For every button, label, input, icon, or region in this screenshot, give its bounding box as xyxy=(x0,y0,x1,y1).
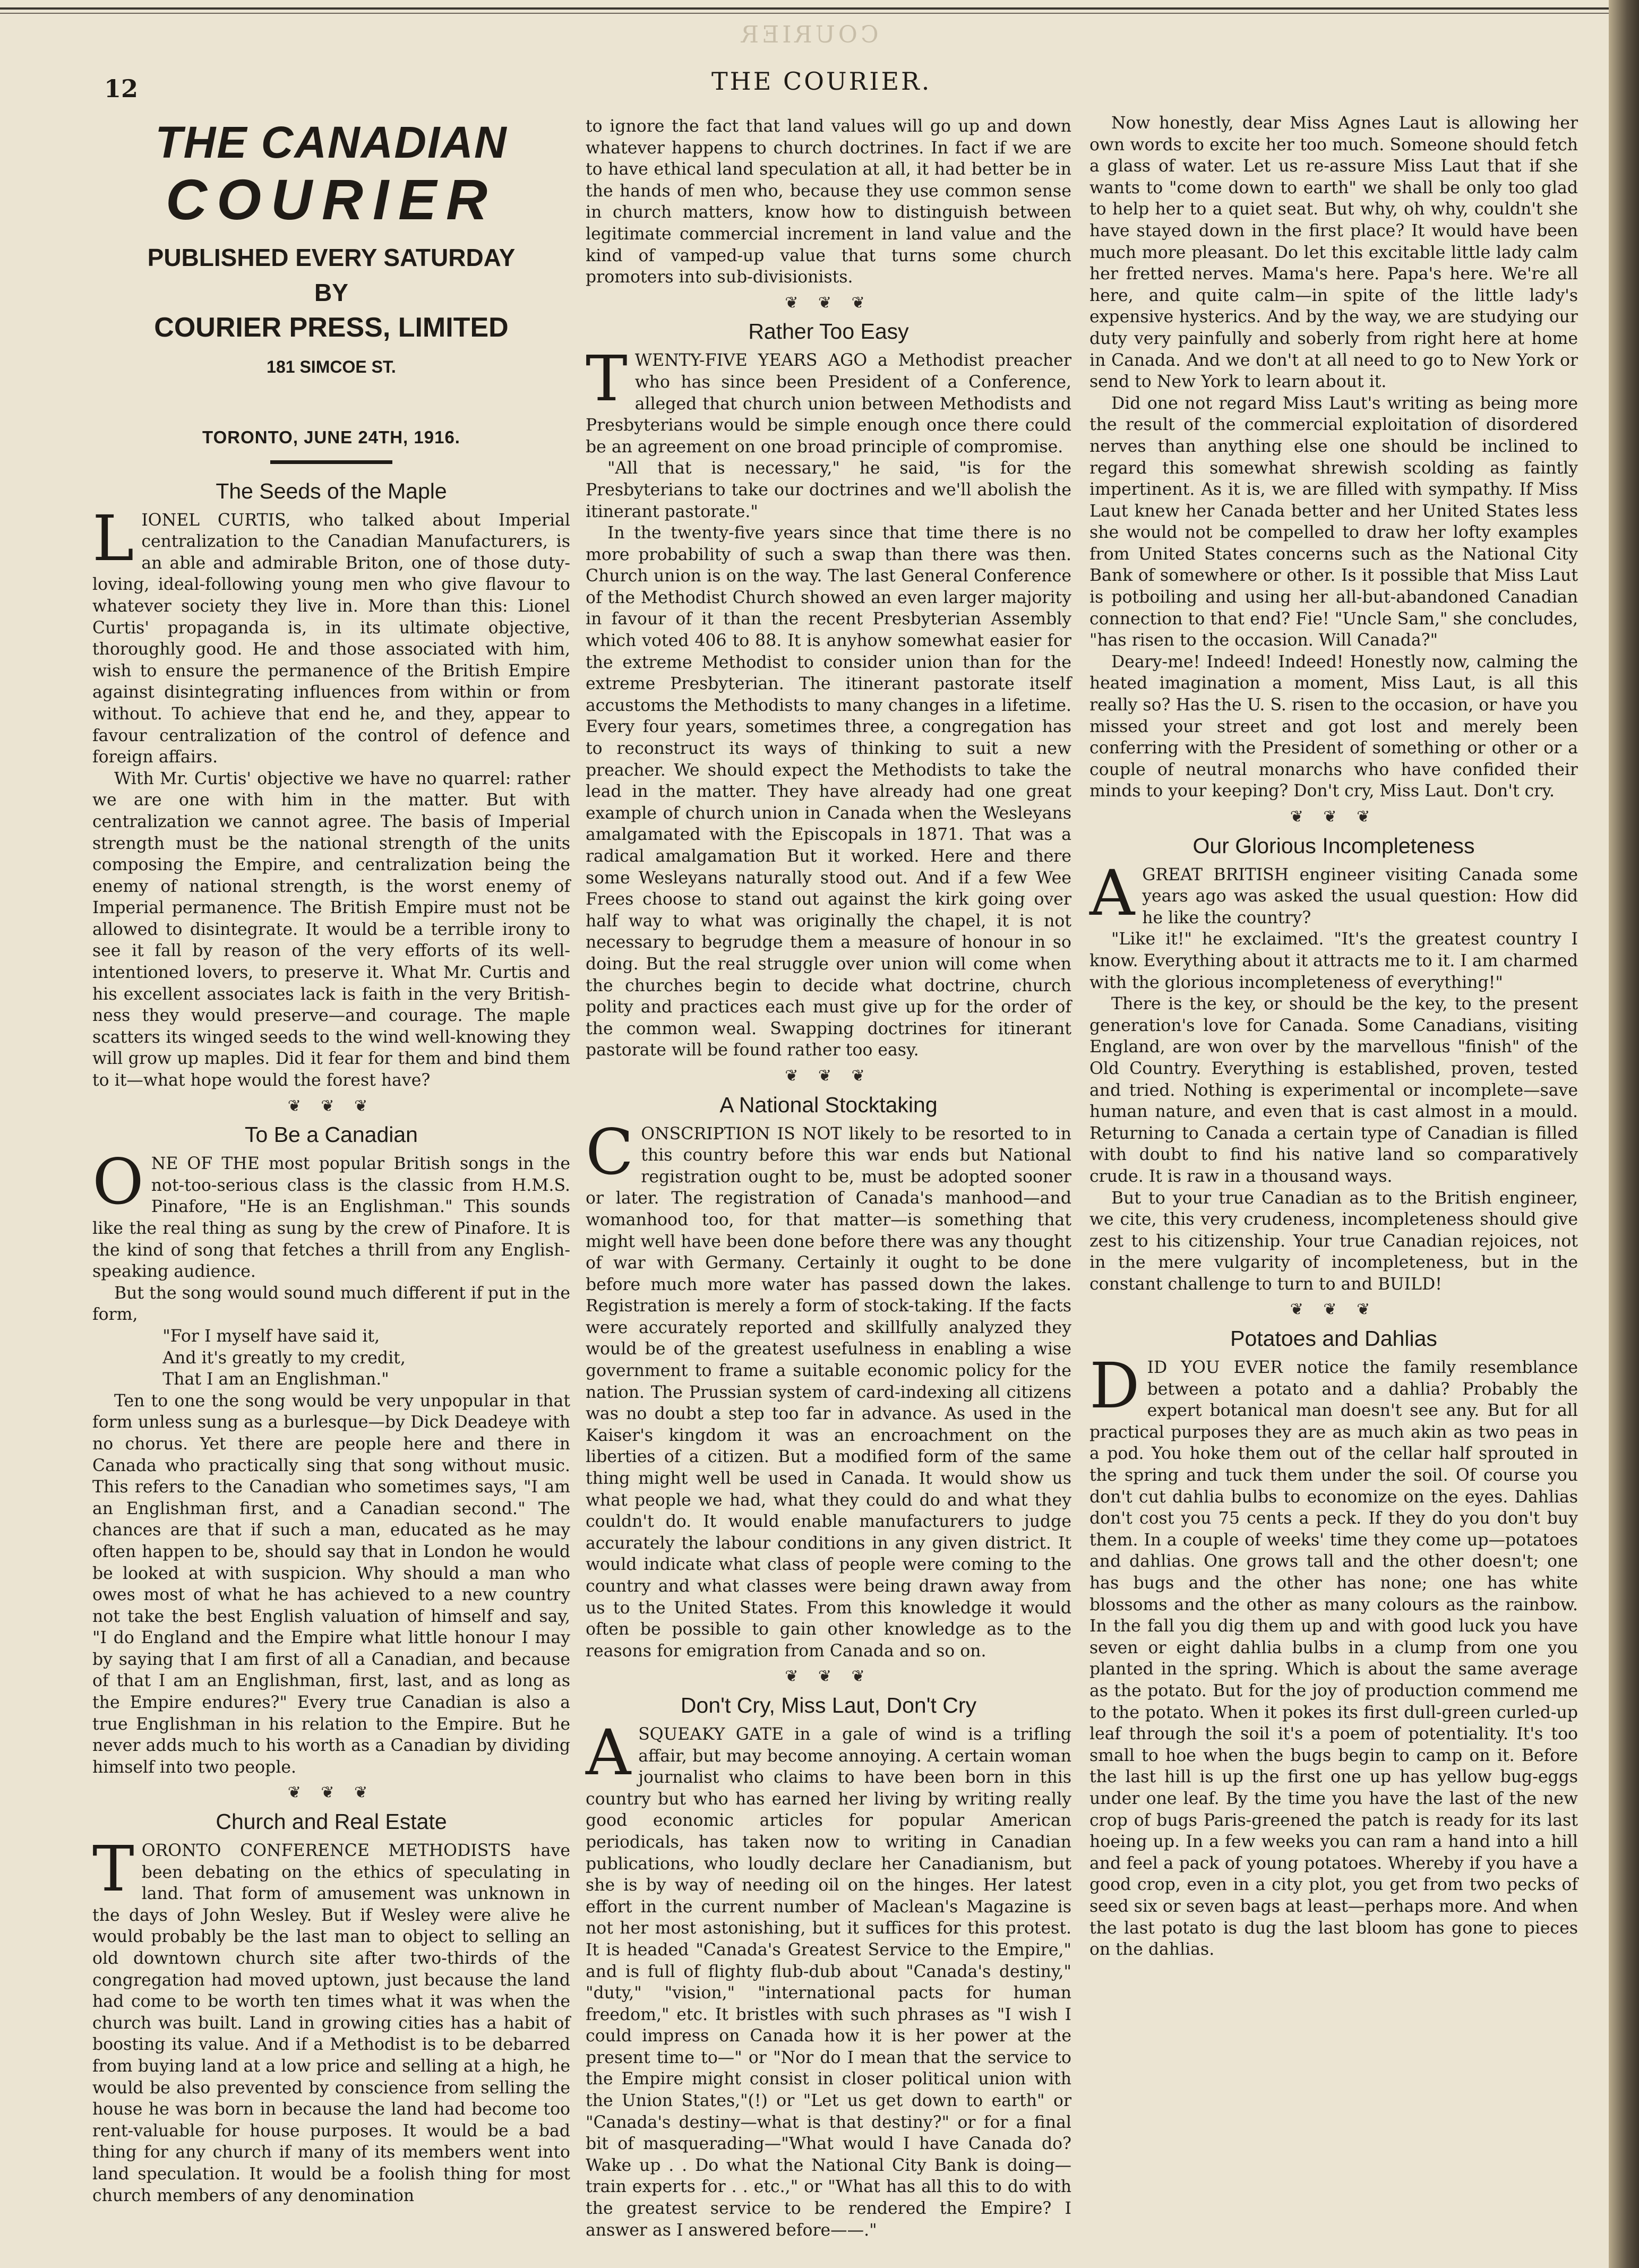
column-3 xyxy=(1089,113,1578,1961)
section-ornament: ❦ ❦ ❦ xyxy=(287,1096,375,1115)
article-paragraph xyxy=(1089,856,1578,930)
top-border-rule-thin xyxy=(0,13,1609,14)
running-head: THE COURIER. xyxy=(711,67,932,96)
paragraph-text: likely to be resorted to in this country before this war ends but National registration ought to be, must be adopted sooner or later. The registration of Canada's manhood—and womanhood too, for that matter—is something that might well have been done before there was any thought of war with Germany. Certainly it ought to be done before much more water has passed down the lakes. Registration is merely a form of stock-taking. If the facts were accurately reported and skillfully analyzed they would be of the greatest usefulness in enabling a wise government to frame a suitable economic policy for the nation. The Prussian system of card-indexing all citizens was no doubt a step too far in advance. As used in the Kaiser's kingdom it was an encroachment on the liberties of a citizen. But a modified form of the same thing might well be used in Canada. It would show us what people we had, what they could do and what they couldn't do. It would enable manufacturers to judge accurately the labour conditions in any given district. It would indicate what class of people were coming to the country and what classes were being drawn away from us to the United States. From this knowledge it would often be possible to gain other knowledge as to the reasons for emigration from Canada and so on. xyxy=(586,1124,1071,1661)
page-number: 12 xyxy=(104,74,139,103)
drop-cap: L xyxy=(92,501,134,575)
section-ornament: ❦ ❦ ❦ xyxy=(785,293,872,312)
lead-in: IONEL CURTIS, xyxy=(141,510,291,530)
section-ornament: ❦ ❦ ❦ xyxy=(287,1783,375,1802)
paragraph-text: a Methodist preacher who has since been President of a Conference, alleged that church union between Methodists and Presbyterians would be simple enough once there could be an agreement on one broad principle of compromise. xyxy=(586,351,1072,457)
lead-in: ONSCRIPTION IS NOT xyxy=(641,1124,842,1144)
paragraph-text: notice the family resemblance between a potato and a dahlia? Probably the expert botanical man doesn't see any. But for all practical purposes they are as much akin as two peas in a pod. You hoke them out of the cellar half sprouted in the spring and tuck them under the soil. Of course you don't cut dahlia bulbs to economize on the eyes. Dahlias don't cost you 75 cents a peck. If they do you don't buy them. In a couple of weeks' time they come up—potatoes and dahlias. One grows tall and the other doesn't; one has bugs and the other has none; one has white blossoms and the other as many colours as the rainbow. In the fall you dig them up and with good luck you have seven or eight dahlia bulbs in a clump from one you planted in the spring. Which is about the same average as the potato. But for the joy of production commend me to the potato. When it pokes its first dull-green curled-up leaf through the soil it's a poem of potentiality. It's too small to hoe when the bugs begin to camp on it. Before the last hill is up the first one up has yellow bug-eggs under one leaf. By the time you have the last of the new crop of bugs Paris-greened the patch is ready for its last hoeing up. In a few weeks you can ram a hand into a hill and feel a pack of young potatoes. Whereby if you have a good crop, even in a city plot, you get from two pecks of seed six or seven bags at least—perhaps more. And when the last potato is dug the last bloom has gone to pieces on the dahlias. xyxy=(1089,1358,1578,1960)
paragraph-text: have been debating on the ethics of speculating in land. That form of amusement was unknown in the days of John Wesley. But if Wesley were alive he would probably be the last man to object to selling an old downtown church site after two-thirds of the congregation had moved uptown, just because the land had come to be worth ten times what it was when the church was built. Land in growing cities has a habit of boosting its value. And if a Methodist is to be debarred from buying land at a low price and selling at a high, he would be also prevented by conscience from selling the house he was born in because the land had become too rent-valuable for house purposes. It would be a bad thing for any church if many of its members went into land speculation. It would be a foolish thing for most church members of any denomination xyxy=(92,1841,570,2205)
article-paragraph: In the twenty-five years since that time there is no more probability of such a swap than there was then. Church union is on the way. The last General Conference of the Methodist Church showed an even larger majority in favour of it than the recent Presbyterian Assembly which voted 406 to 88. It is anyhow somewhat easier for the extreme Methodist to consider union than for the extreme Presbyterian. The itinerant pastorate itself accustoms the Methodists to many changes in a lifetime. Every four years, sometimes three, a congregation has to reconstruct its ways of thinking to suit a new preacher. We should expect the Methodists to take the lead in the matter. They have already had one great example of church union in Canada when the Wesleyans amalgamated with the Episcopals in 1871. That was a radical amalgamation But it worked. Here and there some Wesleyans naturally stood out. And if a few Wee Frees choose to stand out against the kirk going over half way to what was originally the chapel, it is not necessary to begrudge them a measure of honour in so doing. But the real struggle over union will come when the churches begin to decide what doctrine, church polity and practices each must give up for the order of the common weal. Swapping doctrines for itinerant pastorate will be found rather too easy. xyxy=(586,523,1071,1060)
article-paragraph: Ten to one the song would be very unpopular in that form unless sung as a burlesque—by Dick Deadeye with no chorus. Yet there are people here and there in Canada who practically sing that song without music. This refers to the Canadian who sometimes says, "I am an Englishman first, and a Canadian second." The chances are that if such a man, educated as he may often happen to be, should say that in London he would be looked at with suspicion. Why should a man who owes most of what he has achieved to a new country not take the best English valuation of himself and say, "I do England and the Empire what little honour I may by saying that I am first of all a Canadian, and because of that I am an Englishman, first, last, and as long as the Empire endures?" Every true Canadian is also a true Englishman in his relation to the Empire. But he never adds much to his worth as a Canadian by dividing himself into two people. xyxy=(92,1391,570,1777)
article-potatoes-and-dahlias xyxy=(1089,1325,1578,1961)
article-paragraph: "Like it!" he exclaimed. "It's the greatest country I know. Everything about it attracts me to it. I am charmed with the glorious incompleteness of everything!" xyxy=(1089,930,1578,992)
article-paragraph xyxy=(92,1832,570,2206)
paragraph-text: in a gale of wind is a trifling affair, but may become annoying. A certain woman journalist who claims to have been born in this country but who has earned her living by writing really good economic articles for popular American periodicals, has taken now to writing in Canadian publications, who loudly declare her Canadianism, but she is by way of needing oil on the hinges. Her latest effort in the current number of Maclean's Magazine is not her most astonishing, but it suffices for this protest. It is headed "Canada's Greatest Service to the Empire," and is full of flighty flub-dub about "Canada's destiny," "duty," "vision," "international pacts for human freedom," etc. It bristles with such phrases as "I wish I could impress on Canada how it is her power at the present time to—" or "Nor do I mean that the service to the Empire might consist in closer political union with the Union States,"(!) or "Let us get down to earth" or "Canada's destiny—what is that destiny?" or for a final bit of masquerading—"What would I have Canada do? Wake up . . Do what the National City Bank is doing—train experts for . . etc.," or "What has all this to do with the greatest service to be rendered the Empire? I answer as I answered before——." xyxy=(586,1724,1071,2240)
lead-in: NE OF THE xyxy=(151,1154,260,1174)
lead-in: WENTY-FIVE YEARS AGO xyxy=(634,351,868,371)
article-paragraph xyxy=(92,501,571,768)
page-binding-edge xyxy=(1609,0,1639,2268)
lead-in: GREAT BRITISH xyxy=(1142,865,1289,884)
article-national-stocktaking xyxy=(586,1092,1071,1662)
column-2 xyxy=(586,116,1071,2241)
section-ornament: ❦ ❦ ❦ xyxy=(785,1667,872,1686)
section-ornament: ❦ ❦ ❦ xyxy=(1290,807,1378,826)
article-title: To Be a Canadian xyxy=(245,1122,418,1147)
top-border-rule xyxy=(0,7,1609,10)
article-paragraph xyxy=(586,1715,1071,2241)
article-seeds-of-the-maple xyxy=(92,478,570,1092)
article-dont-cry-miss-laut xyxy=(586,1692,1071,2241)
article-paragraph: There is the key, or should be the key, to the present generation's love for Canada. Some Canadians, visiting England, are won over by the marvellous "finish" of the Old Country. Everything is established, proven, tested and tried. Nothing is experimental or incomplete—save human nature, and even that is cast almost in a mould. Returning to Canada a certain type of Canadian is filled with doubt to find his native land so comparatively crude. It is raw in a thousand ways. xyxy=(1089,994,1578,1186)
article-paragraph: But the song would sound much different if put in the form, xyxy=(92,1283,570,1325)
article-paragraph xyxy=(1089,1349,1578,1961)
article-paragraph xyxy=(586,342,1072,458)
article-paragraph xyxy=(92,1145,570,1283)
section-ornament: ❦ ❦ ❦ xyxy=(1290,1300,1378,1319)
article-our-glorious-incompleteness xyxy=(1089,832,1578,1295)
article-title: A National Stocktaking xyxy=(719,1092,938,1117)
lead-in: SQUEAKY GATE xyxy=(638,1724,784,1744)
verse-line: "For I myself have said it, xyxy=(162,1326,380,1346)
lead-in: ID YOU EVER xyxy=(1147,1358,1283,1378)
masthead-title: THE CANADIAN xyxy=(155,117,508,167)
paragraph-text: most popular British songs in the not-too-serious class is the classic from H.M.S. Pinafore, "He is an Englishman." This sounds like the real thing as sung by the crew of Pinafore. It is the kind of song that fetches a thrill from any English-speaking audience. xyxy=(92,1154,570,1282)
article-rather-too-easy xyxy=(586,318,1071,1061)
column-1 xyxy=(92,117,570,2206)
drop-cap: A xyxy=(586,1715,631,1789)
masthead-address: 181 SIMCOE ST. xyxy=(267,357,396,376)
masthead xyxy=(92,117,570,464)
drop-cap: T xyxy=(586,342,628,416)
article-to-be-a-canadian xyxy=(92,1121,570,1778)
article-title: Church and Real Estate xyxy=(216,1809,447,1834)
masthead-rule xyxy=(270,460,392,464)
section-ornament: ❦ ❦ ❦ xyxy=(785,1066,872,1085)
masthead-courier: COURIER xyxy=(165,167,497,231)
article-paragraph: "All that is necessary," he said, "is for the Presbyterians to take our doctrines and we'll abolish the itinerant pastorate." xyxy=(586,459,1071,521)
paragraph-text: engineer visiting Canada some years ago was asked the usual question: How did he like the country? xyxy=(1142,865,1578,927)
article-paragraph: Now honestly, dear Miss Agnes Laut is allowing her own words to excite her too much. Someone should fetch a glass of water. Let us re-assure Miss Laut that if she wants to "come down to earth" we shall be only too glad to help her to a quiet seat. But why, oh why, couldn't she have stayed down in the first place? It would have been much more pleasant. Do let this excitable little lady calm her fretted nerves. Mama's here. Papa's here. We're all here, and quite calm—in spite of the little lady's expensive hysterics. And by the way, we are studying our duty very painfully and soberly from right here at home in Canada. And we don't at all need to go to New York or send to New York to learn about it. xyxy=(1089,114,1578,392)
verse-line: And it's greatly to my credit, xyxy=(162,1348,406,1368)
paragraph-text: who talked about Imperial centralization to the Canadian Manufacturers, is an able and admirable Briton, one of those duty-loving, ideal-following young men who give flavour to whatever society they live in. More than this: Lionel Curtis' propaganda is, in its ultimate objective, thoroughly good. He and those associated with him, wish to ensure the permanence of the British Empire against disintegrating influences from within or from without. To achieve that end he, and they, appear to favour centralization of the control of defence and foreign affairs. xyxy=(92,510,571,767)
drop-cap: A xyxy=(1089,856,1135,930)
article-title: Our Glorious Incompleteness xyxy=(1192,833,1475,858)
article-paragraph: But to your true Canadian as to the British engineer, we cite, this very crudeness, incompleteness should give zest to his citizenship. Your true Canadian rejoices, not in the mere vulgarity of incompleteness, but in the constant challenge to turn to and BUILD! xyxy=(1089,1188,1578,1294)
verse-line: That I am an Englishman." xyxy=(162,1370,389,1389)
masthead-dateline: TORONTO, JUNE 24TH, 1916. xyxy=(202,427,460,447)
article-title: The Seeds of the Maple xyxy=(216,478,447,503)
drop-cap: D xyxy=(1089,1349,1140,1423)
masthead-published: PUBLISHED EVERY SATURDAY xyxy=(147,244,516,271)
drop-cap: O xyxy=(92,1145,144,1219)
article-title: Don't Cry, Miss Laut, Don't Cry xyxy=(680,1693,977,1717)
article-title: Potatoes and Dahlias xyxy=(1230,1326,1437,1351)
article-church-and-real-estate xyxy=(92,1808,570,2206)
show-through-text: COURIER xyxy=(738,21,879,48)
masthead-by: BY xyxy=(314,279,348,306)
article-paragraph: Did one not regard Miss Laut's writing as being more the result of the commercial exploitation of disordered nerves than anything else one should be inclined to regard this somewhat shrewish scolding as faintly impertinent. As it is, we are filled with sympathy. If Miss Laut knew her Canada better and her United States less she would not be compelled to draw her lofty examples from United States concerns such as the National City Bank of somewhere or other. Is it possible that Miss Laut is potboiling and using her all-but-abandoned Canadian connection to that end? Fie! "Uncle Sam," she concludes, "has risen to the occasion. Will Canada?" xyxy=(1089,393,1578,650)
masthead-publisher: COURIER PRESS, LIMITED xyxy=(154,312,509,343)
article-paragraph-continued: to ignore the fact that land values will go up and down whatever happens to church doctrines. In fact if we are to have ethical land speculation at all, it had better be in the hands of men who, because they use common sense in church matters, know how to distinguish between legitimate commercial increment in land value and the kind of vamped-up value that turns some church promoters into sub-divisionists. xyxy=(586,117,1071,287)
drop-cap: C xyxy=(586,1115,634,1189)
article-paragraph: Deary-me! Indeed! Indeed! Honestly now, calming the heated imagination a moment, Miss Laut, is all this really so? Has the U. S. risen to the occasion, or have you missed your street and got lost and merely been conferring with the President of something or other or a couple of neutral monarchs who have confided their minds to your keeping? Don't cry, Miss Laut. Don't cry. xyxy=(1089,652,1578,801)
article-paragraph: With Mr. Curtis' objective we have no quarrel: rather we are one with him in the matter. But with centralization we cannot agree. The basis of Imperial strength must be the national strength of the units composing the Empire, and centralization being the enemy of national strength, is the worst enemy of Imperial permanence. The British Empire must not be allowed to disintegrate. It would be a terrible irony to see it fall by reason of the very efforts of its well-intentioned lovers, to preserve it. What Mr. Curtis and his excellent associates lack is faith in the very British-ness they would preserve—and courage. The maple scatters its winged seeds to the wind well-knowing they will grow up maples. Did it fear for them and bind them to it—what hope would the forest have? xyxy=(92,769,570,1090)
article-title: Rather Too Easy xyxy=(748,319,909,344)
lead-in: ORONTO CONFERENCE METHODISTS xyxy=(141,1841,511,1861)
article-paragraph xyxy=(586,1115,1071,1662)
drop-cap: T xyxy=(92,1832,134,1906)
